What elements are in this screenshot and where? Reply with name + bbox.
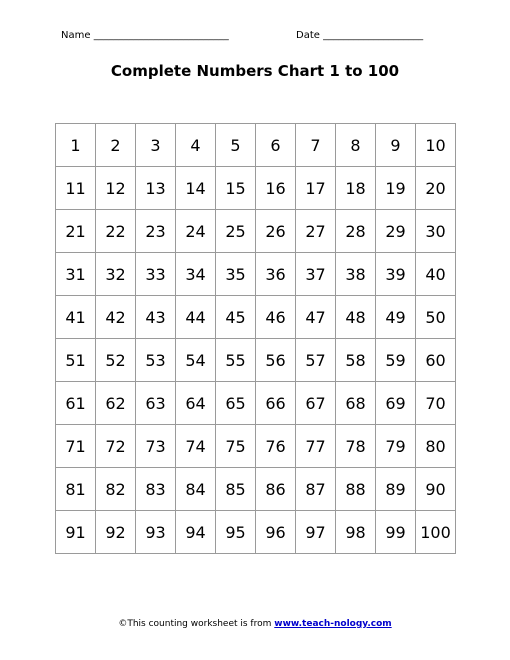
chart-cell: 63 bbox=[136, 382, 176, 425]
chart-cell: 23 bbox=[136, 210, 176, 253]
chart-row bbox=[56, 382, 456, 425]
chart-cell: 18 bbox=[336, 167, 376, 210]
chart-cell: 92 bbox=[96, 511, 136, 554]
chart-cell: 1 bbox=[56, 124, 96, 167]
chart-cell: 57 bbox=[296, 339, 336, 382]
chart-cell: 64 bbox=[176, 382, 216, 425]
chart-cell: 19 bbox=[376, 167, 416, 210]
chart-cell: 59 bbox=[376, 339, 416, 382]
chart-row bbox=[56, 210, 456, 253]
chart-cell: 97 bbox=[296, 511, 336, 554]
chart-cell: 86 bbox=[256, 468, 296, 511]
chart-cell: 94 bbox=[176, 511, 216, 554]
chart-cell: 11 bbox=[56, 167, 96, 210]
chart-cell: 71 bbox=[56, 425, 96, 468]
chart-row bbox=[56, 511, 456, 554]
chart-cell: 56 bbox=[256, 339, 296, 382]
chart-row bbox=[56, 296, 456, 339]
chart-cell: 70 bbox=[416, 382, 456, 425]
footer-text: ©This counting worksheet is from bbox=[118, 619, 272, 629]
chart-row bbox=[56, 339, 456, 382]
chart-cell: 8 bbox=[336, 124, 376, 167]
chart-cell: 17 bbox=[296, 167, 336, 210]
chart-cell: 51 bbox=[56, 339, 96, 382]
chart-cell: 4 bbox=[176, 124, 216, 167]
page-title: Complete Numbers Chart 1 to 100 bbox=[110, 62, 400, 80]
chart-cell: 45 bbox=[216, 296, 256, 339]
chart-cell: 82 bbox=[96, 468, 136, 511]
footer-link[interactable]: www.teach-nology.com bbox=[274, 619, 392, 629]
chart-cell: 13 bbox=[136, 167, 176, 210]
chart-cell: 48 bbox=[336, 296, 376, 339]
chart-cell: 84 bbox=[176, 468, 216, 511]
chart-cell: 49 bbox=[376, 296, 416, 339]
chart-cell: 81 bbox=[56, 468, 96, 511]
date-blank: ____________________ bbox=[323, 30, 424, 41]
chart-cell: 21 bbox=[56, 210, 96, 253]
chart-cell: 66 bbox=[256, 382, 296, 425]
date-field bbox=[296, 30, 423, 41]
chart-cell: 75 bbox=[216, 425, 256, 468]
chart-cell: 65 bbox=[216, 382, 256, 425]
chart-cell: 99 bbox=[376, 511, 416, 554]
chart-cell: 5 bbox=[216, 124, 256, 167]
chart-cell: 80 bbox=[416, 425, 456, 468]
chart-cell: 69 bbox=[376, 382, 416, 425]
chart-row bbox=[56, 124, 456, 167]
chart-cell: 9 bbox=[376, 124, 416, 167]
chart-cell: 52 bbox=[96, 339, 136, 382]
chart-cell: 87 bbox=[296, 468, 336, 511]
chart-row bbox=[56, 167, 456, 210]
chart-cell: 89 bbox=[376, 468, 416, 511]
chart-cell: 28 bbox=[336, 210, 376, 253]
chart-cell: 79 bbox=[376, 425, 416, 468]
chart-cell: 95 bbox=[216, 511, 256, 554]
chart-cell: 54 bbox=[176, 339, 216, 382]
chart-cell: 31 bbox=[56, 253, 96, 296]
name-field bbox=[61, 30, 229, 41]
chart-cell: 6 bbox=[256, 124, 296, 167]
numbers-chart bbox=[55, 123, 456, 554]
chart-cell: 2 bbox=[96, 124, 136, 167]
chart-cell: 26 bbox=[256, 210, 296, 253]
chart-cell: 67 bbox=[296, 382, 336, 425]
chart-cell: 62 bbox=[96, 382, 136, 425]
chart-cell: 44 bbox=[176, 296, 216, 339]
chart-cell: 77 bbox=[296, 425, 336, 468]
chart-cell: 58 bbox=[336, 339, 376, 382]
chart-cell: 35 bbox=[216, 253, 256, 296]
chart-cell: 93 bbox=[136, 511, 176, 554]
chart-cell: 60 bbox=[416, 339, 456, 382]
chart-cell: 10 bbox=[416, 124, 456, 167]
chart-cell: 20 bbox=[416, 167, 456, 210]
chart-cell: 34 bbox=[176, 253, 216, 296]
chart-cell: 96 bbox=[256, 511, 296, 554]
chart-cell: 47 bbox=[296, 296, 336, 339]
chart-row bbox=[56, 468, 456, 511]
chart-cell: 90 bbox=[416, 468, 456, 511]
chart-cell: 41 bbox=[56, 296, 96, 339]
chart-cell: 24 bbox=[176, 210, 216, 253]
chart-cell: 78 bbox=[336, 425, 376, 468]
chart-cell: 15 bbox=[216, 167, 256, 210]
chart-cell: 37 bbox=[296, 253, 336, 296]
chart-cell: 43 bbox=[136, 296, 176, 339]
chart-cell: 74 bbox=[176, 425, 216, 468]
chart-cell: 76 bbox=[256, 425, 296, 468]
chart-cell: 7 bbox=[296, 124, 336, 167]
chart-cell: 73 bbox=[136, 425, 176, 468]
chart-cell: 53 bbox=[136, 339, 176, 382]
chart-cell: 85 bbox=[216, 468, 256, 511]
chart-cell: 25 bbox=[216, 210, 256, 253]
chart-cell: 14 bbox=[176, 167, 216, 210]
chart-cell: 22 bbox=[96, 210, 136, 253]
footer bbox=[0, 619, 510, 629]
chart-row bbox=[56, 425, 456, 468]
chart-cell: 72 bbox=[96, 425, 136, 468]
chart-cell: 98 bbox=[336, 511, 376, 554]
chart-cell: 16 bbox=[256, 167, 296, 210]
name-label: Name bbox=[61, 30, 91, 41]
chart-cell: 3 bbox=[136, 124, 176, 167]
chart-cell: 68 bbox=[336, 382, 376, 425]
name-blank: ___________________________ bbox=[93, 30, 229, 41]
chart-cell: 100 bbox=[416, 511, 456, 554]
chart-cell: 42 bbox=[96, 296, 136, 339]
chart-cell: 61 bbox=[56, 382, 96, 425]
date-label: Date bbox=[296, 30, 320, 41]
chart-cell: 91 bbox=[56, 511, 96, 554]
chart-cell: 39 bbox=[376, 253, 416, 296]
chart-cell: 38 bbox=[336, 253, 376, 296]
chart-cell: 88 bbox=[336, 468, 376, 511]
chart-cell: 33 bbox=[136, 253, 176, 296]
chart-cell: 29 bbox=[376, 210, 416, 253]
chart-cell: 50 bbox=[416, 296, 456, 339]
chart-cell: 36 bbox=[256, 253, 296, 296]
chart-cell: 83 bbox=[136, 468, 176, 511]
chart-cell: 55 bbox=[216, 339, 256, 382]
chart-cell: 12 bbox=[96, 167, 136, 210]
chart-cell: 40 bbox=[416, 253, 456, 296]
chart-cell: 27 bbox=[296, 210, 336, 253]
chart-cell: 46 bbox=[256, 296, 296, 339]
chart-cell: 30 bbox=[416, 210, 456, 253]
chart-cell: 32 bbox=[96, 253, 136, 296]
chart-row bbox=[56, 253, 456, 296]
